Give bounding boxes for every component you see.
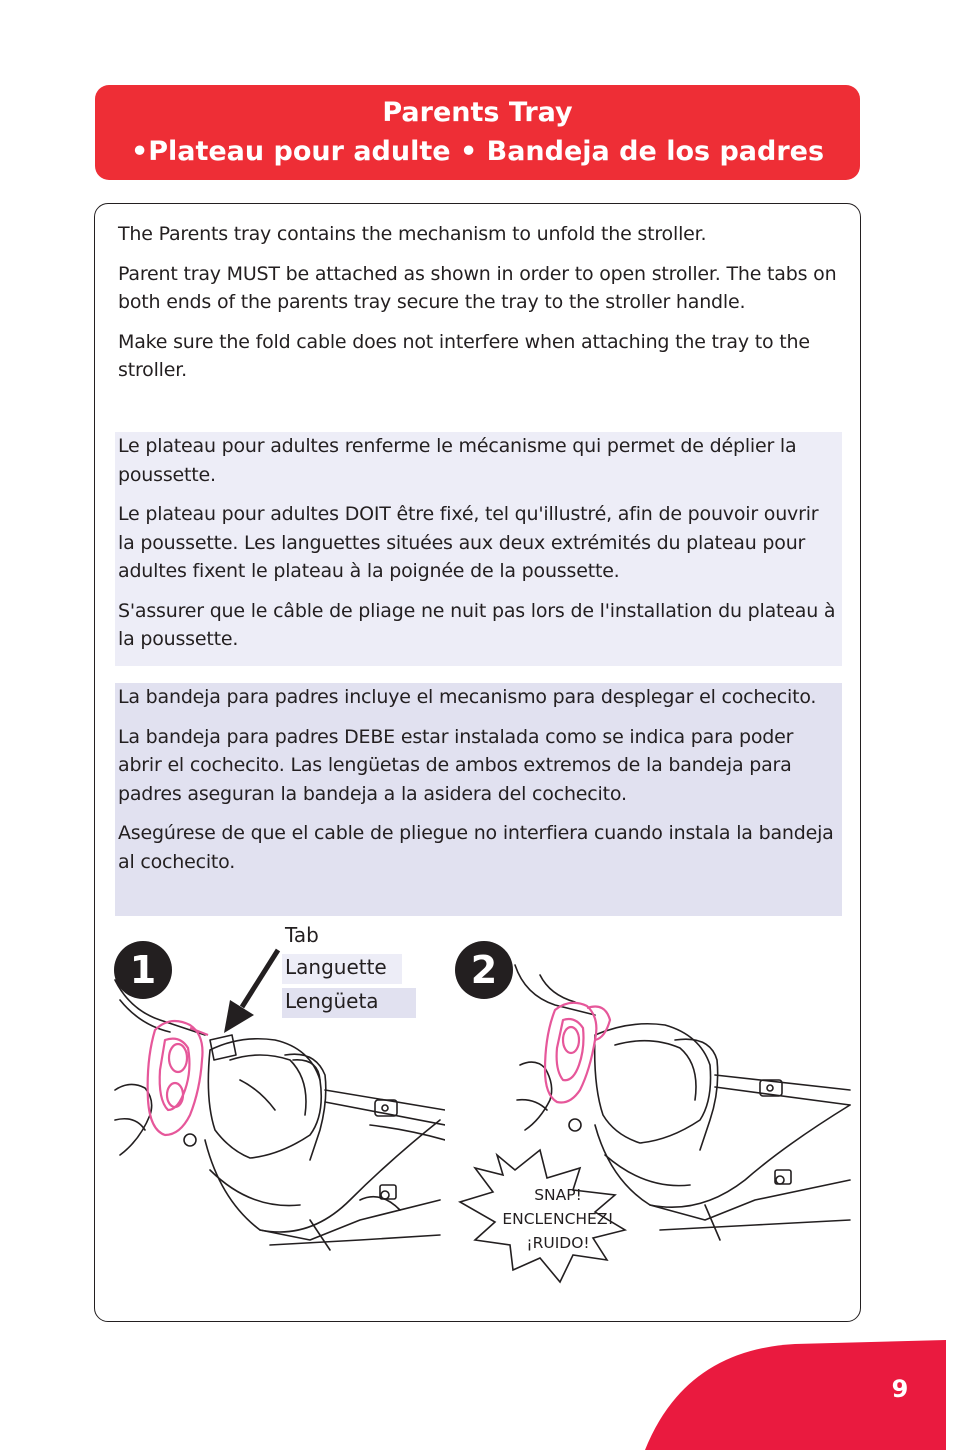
english-instructions bbox=[115, 220, 842, 396]
tab-label-spanish: Lengüeta bbox=[282, 988, 416, 1018]
tab-arrow-icon bbox=[220, 945, 290, 1040]
snap-callout bbox=[488, 1183, 628, 1255]
english-paragraph: Parent tray MUST be attached as shown in order to open stroller. The tabs on both ends of the parents tray secure the tray to the stroller handle. bbox=[118, 262, 837, 313]
step1-number: 1 bbox=[114, 941, 172, 999]
snap-text-french: ENCLENCHEZ! bbox=[502, 1210, 614, 1228]
tab-label-english: Tab bbox=[285, 923, 319, 947]
french-paragraph: S'assurer que le câble de pliage ne nuit pas lors de l'installation du plateau à la poussette. bbox=[118, 599, 836, 650]
section-subtitle: •Plateau pour adulte • Bandeja de los padres bbox=[130, 136, 825, 167]
spanish-paragraph: La bandeja para padres incluye el mecanismo para desplegar el cochecito. bbox=[118, 686, 817, 708]
english-paragraph: The Parents tray contains the mechanism to unfold the stroller. bbox=[118, 223, 707, 245]
spanish-instructions bbox=[115, 683, 842, 916]
snap-text-english: SNAP! bbox=[534, 1186, 582, 1204]
french-paragraph: Le plateau pour adultes renferme le mécanisme qui permet de déplier la poussette. bbox=[118, 435, 797, 486]
english-paragraph: Make sure the fold cable does not interfere when attaching the tray to the stroller. bbox=[118, 330, 810, 381]
spanish-paragraph: La bandeja para padres DEBE estar instalada como se indica para poder abrir el cochecito. Las lengüetas de ambos extremos de la bandeja para padres aseguran la bandeja a la asidera del cochecito. bbox=[118, 725, 794, 805]
spanish-paragraph: Asegúrese de que el cable de pliegue no interfiera cuando instala la bandeja al cochecito. bbox=[118, 822, 834, 873]
step2-number: 2 bbox=[455, 941, 513, 999]
snap-text-spanish: ¡RUIDO! bbox=[526, 1234, 590, 1252]
section-title: Parents Tray bbox=[382, 97, 573, 128]
tab-label-french: Languette bbox=[282, 954, 402, 984]
section-title-banner bbox=[95, 85, 860, 180]
french-paragraph: Le plateau pour adultes DOIT être fixé, tel qu'illustré, afin de pouvoir ouvrir la poussette. Les languettes situées aux deux extrémités du plateau pour adultes fixent le plateau à la poignée de la poussette. bbox=[118, 503, 819, 582]
page-number: 9 bbox=[891, 1375, 909, 1403]
french-instructions bbox=[115, 432, 842, 666]
